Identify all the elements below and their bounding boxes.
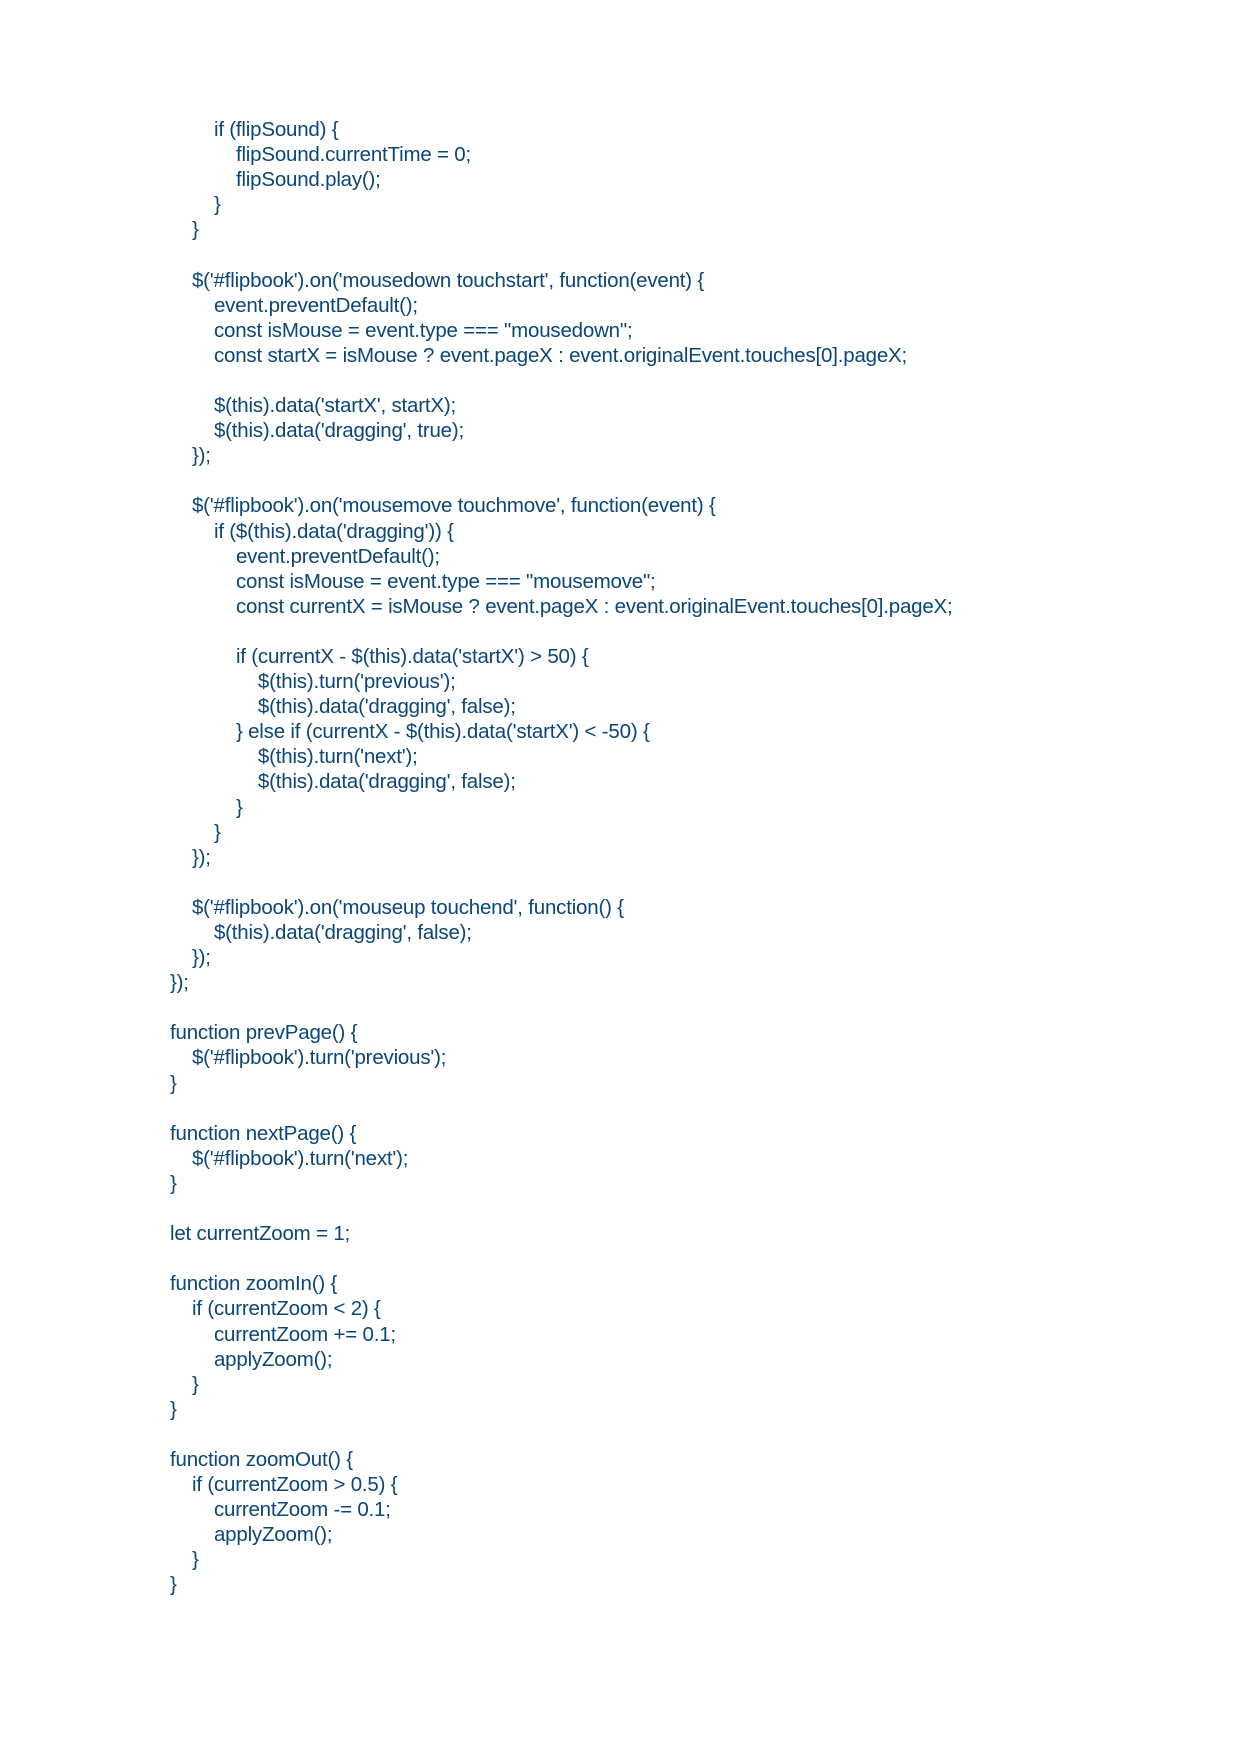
code-line: $('#flipbook').on('mousedown touchstart', function(event) { bbox=[170, 268, 705, 292]
code-line: $(this).data('dragging', false); bbox=[170, 695, 516, 719]
code-line: $(this).turn('next'); bbox=[170, 745, 418, 769]
code-line bbox=[170, 242, 1210, 267]
code-line: $(this).data('dragging', false); bbox=[170, 921, 472, 944]
code-line bbox=[170, 1196, 1210, 1221]
code-line: applyZoom(); bbox=[170, 1523, 333, 1547]
code-line: $('#flipbook').on('mouseup touchend', function() { bbox=[170, 895, 624, 919]
code-line: $(this).data('dragging', true); bbox=[170, 419, 464, 443]
code-line: } bbox=[170, 820, 221, 844]
code-line: $('#flipbook').on('mousemove touchmove', function(event) { bbox=[170, 494, 716, 518]
code-line: if ($(this).data('dragging')) { bbox=[170, 519, 454, 543]
code-line: }); bbox=[170, 845, 211, 869]
code-listing bbox=[170, 117, 1210, 1598]
code-line: } bbox=[170, 1573, 177, 1597]
code-line: applyZoom(); bbox=[170, 1347, 333, 1371]
code-line: $('#flipbook').turn('next'); bbox=[170, 1146, 409, 1170]
code-line: if (flipSound) { bbox=[170, 118, 339, 141]
code-line: currentZoom += 0.1; bbox=[170, 1322, 396, 1346]
code-line: if (currentZoom > 0.5) { bbox=[170, 1473, 398, 1497]
code-line bbox=[170, 619, 1210, 644]
code-line: flipSound.currentTime = 0; bbox=[170, 143, 471, 167]
code-line: } bbox=[170, 1071, 177, 1095]
code-line: }); bbox=[170, 946, 211, 970]
code-line: function zoomIn() { bbox=[170, 1272, 338, 1296]
code-line: if (currentZoom < 2) { bbox=[170, 1297, 381, 1321]
code-line: flipSound.play(); bbox=[170, 168, 381, 192]
code-line: $(this).turn('previous'); bbox=[170, 670, 456, 694]
code-line bbox=[170, 1422, 1210, 1447]
code-line: } bbox=[170, 1171, 177, 1195]
code-line bbox=[170, 1246, 1210, 1271]
code-line bbox=[170, 468, 1210, 493]
code-line: const isMouse = event.type === "mousedown"; bbox=[170, 318, 633, 342]
code-line: } bbox=[170, 193, 221, 217]
code-line bbox=[170, 870, 1210, 895]
code-line: } bbox=[170, 1548, 199, 1572]
code-line: const startX = isMouse ? event.pageX : event.originalEvent.touches[0].pageX; bbox=[170, 343, 908, 367]
code-line: }); bbox=[170, 444, 211, 468]
code-line bbox=[170, 995, 1210, 1020]
code-line: const isMouse = event.type === "mousemove"; bbox=[170, 569, 656, 593]
code-line: function nextPage() { bbox=[170, 1121, 357, 1145]
code-line: const currentX = isMouse ? event.pageX : event.originalEvent.touches[0].pageX; bbox=[170, 594, 953, 618]
code-line: function prevPage() { bbox=[170, 1021, 358, 1045]
code-line: let currentZoom = 1; bbox=[170, 1222, 351, 1246]
code-line: } bbox=[170, 1397, 177, 1421]
code-line: } bbox=[170, 1372, 199, 1396]
code-line: } else if (currentX - $(this).data('startX') < -50) { bbox=[170, 720, 650, 744]
code-line: function zoomOut() { bbox=[170, 1447, 353, 1471]
code-line: event.preventDefault(); bbox=[170, 293, 418, 317]
code-line bbox=[170, 368, 1210, 393]
code-line: } bbox=[170, 795, 243, 819]
code-line: if (currentX - $(this).data('startX') > 50) { bbox=[170, 644, 589, 668]
code-line: $(this).data('dragging', false); bbox=[170, 770, 516, 794]
code-line: $('#flipbook').turn('previous'); bbox=[170, 1046, 447, 1070]
code-line: $(this).data('startX', startX); bbox=[170, 394, 456, 418]
code-line: event.preventDefault(); bbox=[170, 544, 440, 568]
code-line: } bbox=[170, 218, 199, 242]
code-line: }); bbox=[170, 971, 189, 995]
code-line: currentZoom -= 0.1; bbox=[170, 1498, 391, 1522]
code-line bbox=[170, 1096, 1210, 1121]
